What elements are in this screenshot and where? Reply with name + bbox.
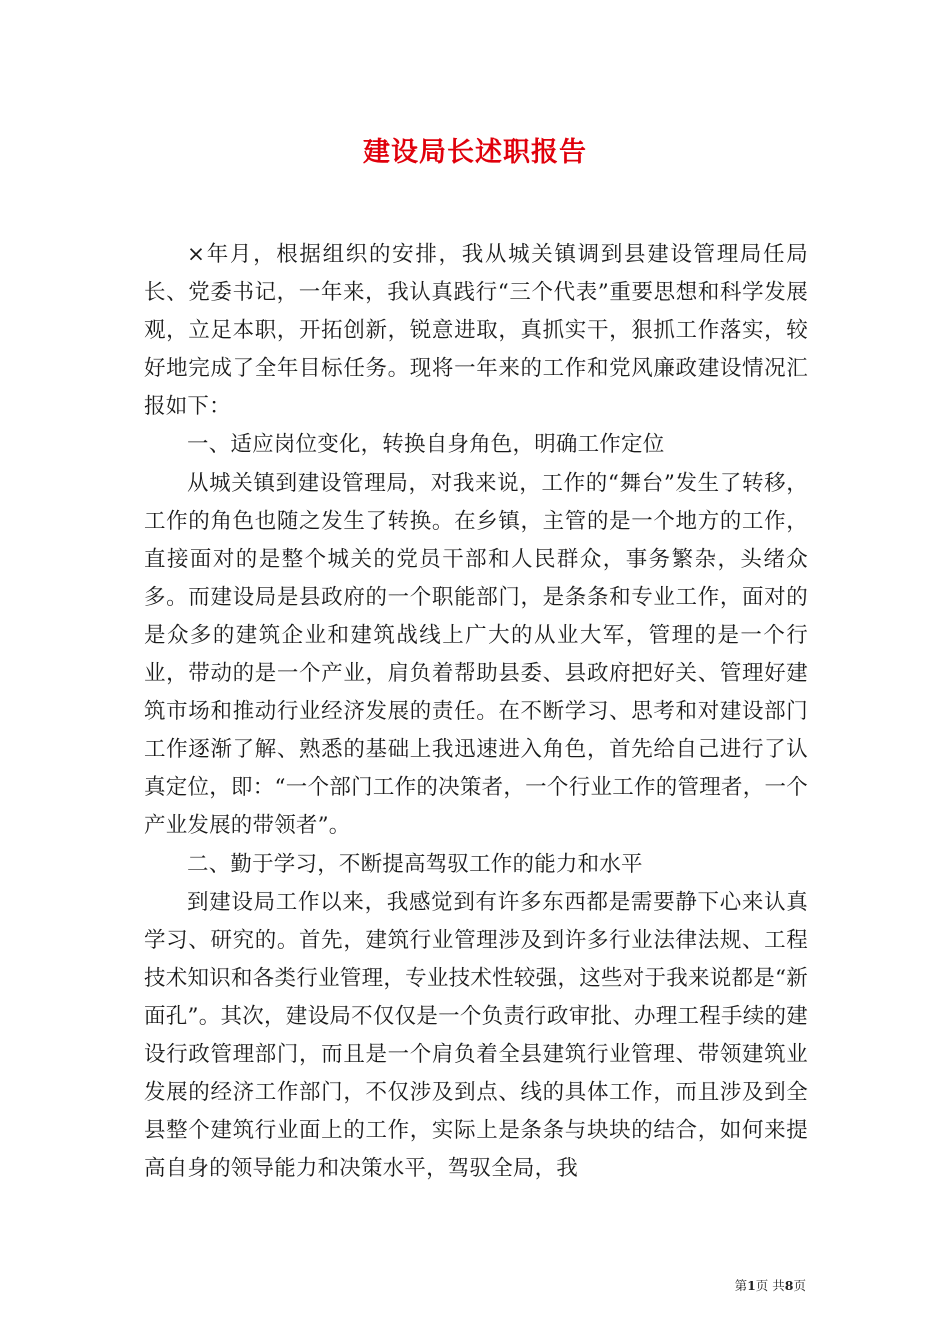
section-heading-2: 二、勤于学习，不断提高驾驭工作的能力和水平 <box>187 851 643 877</box>
document-body <box>144 236 808 1188</box>
total-pages-number: 8 <box>784 1278 794 1293</box>
paragraph-section-1: 从城关镇到建设管理局，对我来说，工作的“舞台”发生了转移，工作的角色也随之发生了转换。在乡镇，主管的是一个地方的工作，直接面对的是整个城关的党员干部和人民群众，事务繁杂，头绪众多。而建设局是县政府的一个职能部门，是条条和专业工作，面对的是众多的建筑企业和建筑战线上广大的从业大军，管理的是一个行业，带动的是一个产业，肩负着帮助县委、县政府把好关、管理好建筑市场和推动行业经济发展的责任。在不断学习、思考和对建设部门工作逐渐了解、熟悉的基础上我迅速进入角色，首先给自己进行了认真定位，即：“一个部门工作的决策者，一个行业工作的管理者，一个产业发展的带领者”。 <box>144 470 808 839</box>
section-heading-1: 一、适应岗位变化，转换自身角色，明确工作定位 <box>187 432 665 458</box>
paragraph-section-2: 到建设局工作以来，我感觉到有许多东西都是需要静下心来认真学习、研究的。首先，建筑行业管理涉及到许多行业法律法规、工程技术知识和各类行业管理，专业技术性较强，这些对于我来说都是“新面孔”。其次，建设局不仅仅是一个负责行政审批、办理工程手续的建设行政管理部门，而且是一个肩负着全县建筑行业管理、带领建筑业发展的经济工作部门，不仅涉及到点、线的具体工作，而且涉及到全县整个建筑行业面上的工作，实际上是条条与块块的结合，如何来提高自身的领导能力和决策水平，驾驭全局，我 <box>144 889 808 1182</box>
document-title: 建设局长述职报告 <box>363 137 587 168</box>
current-page-number: 1 <box>747 1278 756 1293</box>
page-footer <box>0 1276 806 1294</box>
footer-prefix: 第 <box>734 1278 748 1293</box>
paragraph-intro: ×年月，根据组织的安排，我从城关镇调到县建设管理局任局长、党委书记，一年来，我认真践行“三个代表”重要思想和科学发展观，立足本职，开拓创新，锐意进取，真抓实干，狠抓工作落实，较好地完成了全年目标任务。现将一年来的工作和党风廉政建设情况汇报如下： <box>144 242 808 420</box>
footer-middle: 页 共 <box>755 1278 785 1293</box>
footer-suffix: 页 <box>793 1278 806 1293</box>
